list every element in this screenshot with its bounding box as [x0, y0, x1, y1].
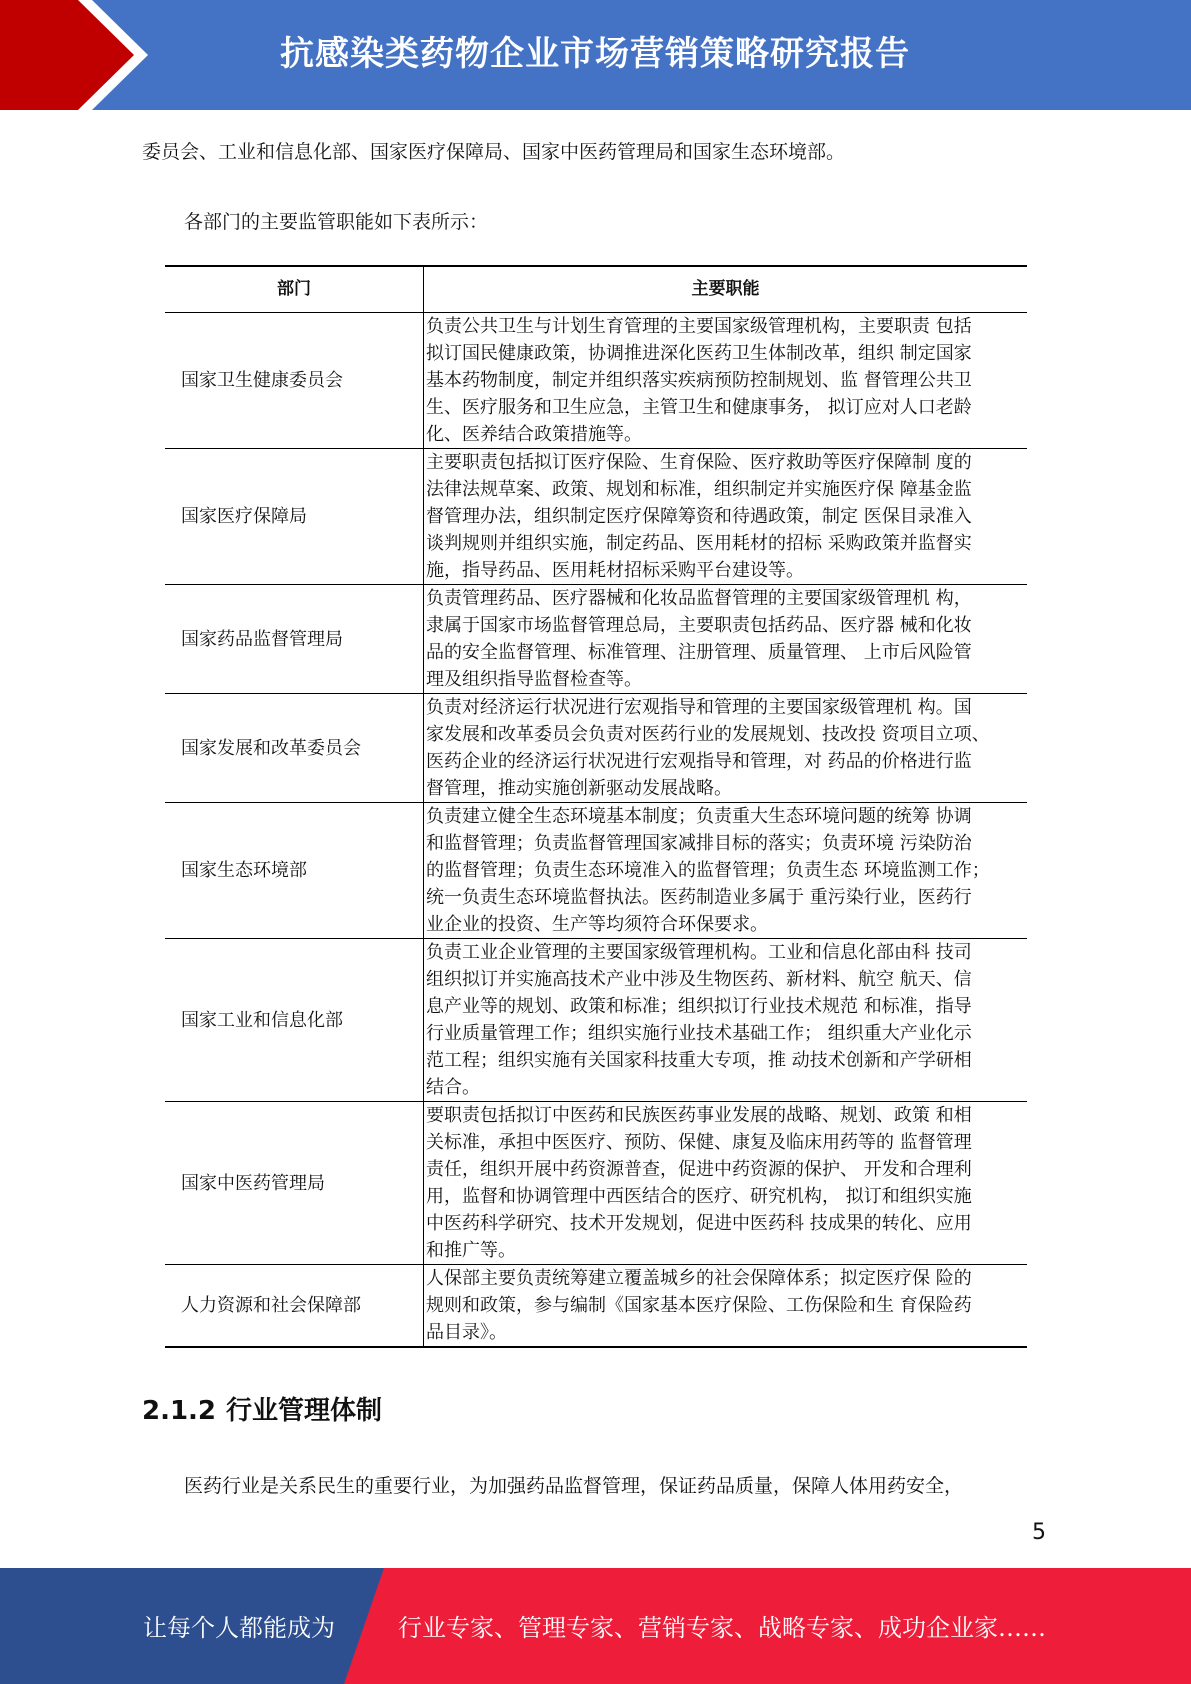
function-cell: [424, 1102, 1028, 1265]
department-cell: 国家发展和改革委员会: [165, 694, 424, 803]
function-cell: [424, 939, 1028, 1102]
function-line: 家发展和改革委员会负责对医药行业的发展规划、技改投 资项目立项、: [426, 724, 990, 745]
table-row: [165, 1102, 1027, 1265]
function-line: 拟订国民健康政策，协调推进深化医药卫生体制改革，组织 制定国家: [426, 343, 972, 364]
function-line: 督管理，推动实施创新驱动发展战略。: [426, 778, 732, 799]
table-intro-paragraph: 各部门的主要监管职能如下表所示：: [184, 211, 489, 233]
department-cell: 国家药品监督管理局: [165, 585, 424, 694]
section-number: 2.1.2: [142, 1396, 217, 1426]
table-row: [165, 585, 1027, 694]
function-line: 要职责包括拟订中医药和民族医药事业发展的战略、规划、政策 和相: [426, 1105, 972, 1126]
header-arrow-decoration: [0, 0, 150, 110]
function-line: 品的安全监督管理、标准管理、注册管理、质量管理、 上市后风险管: [426, 642, 972, 663]
function-line: 督管理办法，组织制定医疗保障筹资和待遇政策，制定 医保目录准入: [426, 506, 972, 527]
function-cell: [424, 694, 1028, 803]
table-row: [165, 694, 1027, 803]
intro-paragraph: 委员会、工业和信息化部、国家医疗保障局、国家中医药管理局和国家生态环境部。: [142, 141, 846, 163]
department-cell: 国家卫生健康委员会: [165, 313, 424, 449]
table-header-row: [165, 266, 1027, 313]
function-line: 化、医养结合政策措施等。: [426, 424, 642, 445]
body-paragraph: 医药行业是关系民生的重要行业，为加强药品监督管理，保证药品质量，保障人体用药安全，: [184, 1475, 964, 1497]
function-line: 基本药物制度，制定并组织落实疾病预防控制规划、监 督管理公共卫: [426, 370, 972, 391]
function-cell: [424, 313, 1028, 449]
regulatory-departments-table: [165, 265, 1027, 1348]
function-line: 规则和政策，参与编制《国家基本医疗保险、工伤保险和生 育保险药: [426, 1295, 972, 1316]
section-heading: [142, 1390, 382, 1427]
department-cell: 国家中医药管理局: [165, 1102, 424, 1265]
footer-slogan-left: 让每个人都能成为: [143, 1614, 335, 1642]
function-line: 负责工业企业管理的主要国家级管理机构。工业和信息化部由科 技司: [426, 942, 972, 963]
function-line: 负责管理药品、医疗器械和化妆品监督管理的主要国家级管理机 构，: [426, 588, 972, 609]
department-cell: 国家工业和信息化部: [165, 939, 424, 1102]
function-line: 息产业等的规划、政策和标准；组织拟订行业技术规范 和标准，指导: [426, 996, 972, 1017]
department-cell: 国家生态环境部: [165, 803, 424, 939]
function-line: 用，监督和协调管理中西医结合的医疗、研究机构， 拟订和组织实施: [426, 1186, 972, 1207]
function-line: 医药企业的经济运行状况进行宏观指导和管理，对 药品的价格进行监: [426, 751, 972, 772]
function-line: 业企业的投资、生产等均须符合环保要求。: [426, 914, 768, 935]
function-line: 负责对经济运行状况进行宏观指导和管理的主要国家级管理机 构。国: [426, 697, 972, 718]
function-line: 和推广等。: [426, 1240, 516, 1261]
function-line: 理及组织指导监督检查等。: [426, 669, 642, 690]
function-line: 行业质量管理工作；组织实施行业技术基础工作； 组织重大产业化示: [426, 1023, 972, 1044]
page-header: [0, 0, 1191, 110]
function-line: 中医药科学研究、技术开发规划，促进中医药科 技成果的转化、应用: [426, 1213, 972, 1234]
function-line: 主要职责包括拟订医疗保险、生育保险、医疗救助等医疗保障制 度的: [426, 452, 972, 473]
function-line: 组织拟订并实施高技术产业中涉及生物医药、新材料、航空 航天、信: [426, 969, 972, 990]
function-line: 生、医疗服务和卫生应急，主管卫生和健康事务， 拟订应对人口老龄: [426, 397, 972, 418]
function-line: 范工程；组织实施有关国家科技重大专项，推 动技术创新和产学研相: [426, 1050, 972, 1071]
page-number: 5: [1032, 1520, 1046, 1545]
header-department: 部门: [165, 266, 424, 313]
function-line: 统一负责生态环境监督执法。医药制造业多属于 重污染行业，医药行: [426, 887, 972, 908]
function-line: 谈判规则并组织实施，制定药品、医用耗材的招标 采购政策并监督实: [426, 533, 972, 554]
function-line: 隶属于国家市场监督管理总局，主要职责包括药品、医疗器 械和化妆: [426, 615, 972, 636]
function-line: 责任，组织开展中药资源普查，促进中药资源的保护、 开发和合理利: [426, 1159, 972, 1180]
function-line: 施，指导药品、医用耗材招标采购平台建设等。: [426, 560, 804, 581]
table-row: [165, 939, 1027, 1102]
section-title: 行业管理体制: [226, 1396, 383, 1426]
table-row: [165, 449, 1027, 585]
report-title: 抗感染类药物企业市场营销策略研究报告: [280, 34, 910, 74]
function-line: 负责建立健全生态环境基本制度；负责重大生态环境问题的统筹 协调: [426, 806, 972, 827]
table-row: [165, 313, 1027, 449]
function-line: 的监督管理；负责生态环境准入的监督管理；负责生态 环境监测工作；: [426, 860, 990, 881]
table-body: [165, 313, 1027, 1348]
function-line: 法律法规草案、政策、规划和标准，组织制定并实施医疗保 障基金监: [426, 479, 972, 500]
function-line: 关标准，承担中医医疗、预防、保健、康复及临床用药等的 监督管理: [426, 1132, 972, 1153]
function-line: 品目录》。: [426, 1322, 507, 1343]
department-cell: 国家医疗保障局: [165, 449, 424, 585]
table-row: [165, 1265, 1027, 1348]
function-cell: [424, 803, 1028, 939]
function-line: 和监督管理；负责监督管理国家减排目标的落实；负责环境 污染防治: [426, 833, 972, 854]
function-line: 负责公共卫生与计划生育管理的主要国家级管理机构，主要职责 包括: [426, 316, 972, 337]
department-cell: 人力资源和社会保障部: [165, 1265, 424, 1348]
table-row: [165, 803, 1027, 939]
function-cell: [424, 1265, 1028, 1348]
footer-slogan-right: 行业专家、管理专家、营销专家、战略专家、成功企业家……: [398, 1614, 1046, 1642]
header-main-functions: 主要职能: [424, 266, 1028, 313]
function-cell: [424, 585, 1028, 694]
function-line: 人保部主要负责统筹建立覆盖城乡的社会保障体系；拟定医疗保 险的: [426, 1268, 972, 1289]
function-cell: [424, 449, 1028, 585]
page-footer: [0, 1568, 1191, 1684]
function-line: 结合。: [426, 1077, 480, 1098]
